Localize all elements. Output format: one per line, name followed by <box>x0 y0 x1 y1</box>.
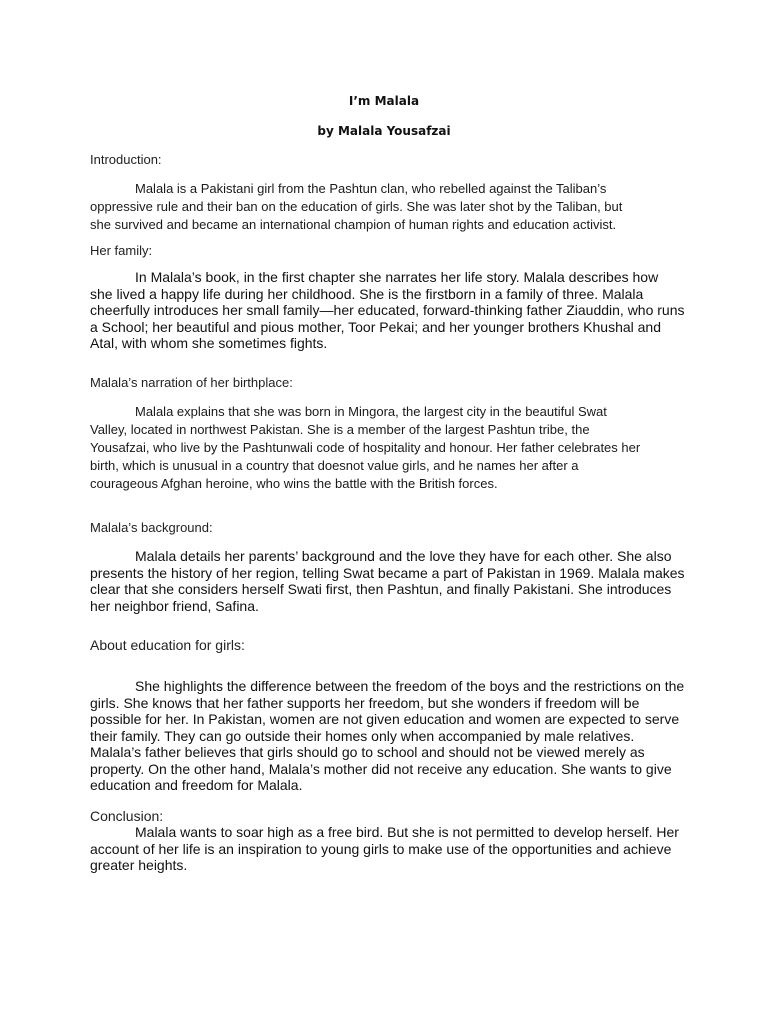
section-paragraph-introduction <box>90 180 682 234</box>
section-heading-education: About education for girls: <box>90 637 245 653</box>
section-heading-family: Her family: <box>90 243 153 258</box>
paragraph-line: greater heights. <box>90 857 188 873</box>
paragraph-line: account of her life is an inspiration to young girls to make use of the opportunities and achieve <box>90 840 672 857</box>
paragraph-line: birth, which is unusual in a country that doesnot value girls, and he names her after a <box>90 458 579 473</box>
paragraph-line: clear that she considers herself Swati first, then Pashtun, and finally Pakistani. She introduces <box>90 581 672 597</box>
paragraph-line: Malala wants to soar high as a free bird. But she is not permitted to develop herself. Her <box>135 824 679 840</box>
paragraph-line: Malala details her parents’ background and the love they have for each other. She also <box>135 548 672 564</box>
section-heading-birthplace: Malala’s narration of her birthplace: <box>90 375 293 390</box>
paragraph-line: oppressive rule and their ban on the education of girls. She was later shot by the Taliban, but <box>90 199 623 214</box>
paragraph-line: Atal, with whom she sometimes fights. <box>90 335 328 351</box>
section-paragraph-conclusion <box>90 824 690 874</box>
paragraph-line: She highlights the difference between the freedom of the boys and the restrictions on the <box>135 678 685 694</box>
paragraph-line: their family. They can go outside their homes only when accompanied by male relatives. <box>90 727 635 744</box>
document-title: I’m Malala <box>348 94 420 108</box>
paragraph-line: she lived a happy life during her childhood. She is the firstborn in a family of three. Malala <box>90 285 644 302</box>
section-heading-introduction: Introduction: <box>90 152 162 167</box>
paragraph-line: Malala explains that she was born in Mingora, the largest city in the beautiful Swat <box>135 404 607 419</box>
paragraph-line: girls. She knows that her father supports her freedom, but she wonders if freedom will be <box>90 694 640 711</box>
paragraph-line: a School; her beautiful and pious mother, Toor Pekai; and her younger brothers Khushal and <box>90 318 662 335</box>
paragraph-line: possible for her. In Pakistan, women are not given education and women are expected to serve <box>90 711 680 727</box>
paragraph-line: education and freedom for Malala. <box>90 777 303 793</box>
paragraph-line: cheerfully introduces her small family—her educated, forward-thinking father Ziauddin, who runs <box>90 302 685 318</box>
paragraph-line: she survived and became an international champion of human rights and education activist. <box>90 217 617 232</box>
section-heading-conclusion: Conclusion: <box>90 808 164 824</box>
paragraph-line: Malala is a Pakistani girl from the Pashtun clan, who rebelled against the Taliban’s <box>135 181 607 196</box>
paragraph-line: her neighbor friend, Safina. <box>90 597 259 614</box>
section-heading-background: Malala’s background: <box>90 520 213 535</box>
paragraph-line: Valley, located in northwest Pakistan. She is a member of the largest Pashtun tribe, the <box>90 422 590 437</box>
section-paragraph-family <box>90 269 690 352</box>
document-author: by Malala Yousafzai <box>317 124 451 138</box>
paragraph-line: presents the history of her region, telling Swat became a part of Pakistan in 1969. Malala makes <box>90 564 685 581</box>
paragraph-line: Yousafzai, who live by the Pashtunwali code of hospitality and honour. Her father celebrates her <box>90 440 641 455</box>
paragraph-line: In Malala’s book, in the first chapter she narrates her life story. Malala describes how <box>135 269 659 285</box>
paragraph-line: Malala’s father believes that girls should go to school and should not be viewed merely as <box>90 744 645 760</box>
paragraph-line: courageous Afghan heroine, who wins the battle with the British forces. <box>90 476 498 491</box>
section-paragraph-education <box>90 678 690 794</box>
section-paragraph-background <box>90 548 690 614</box>
paragraph-line: property. On the other hand, Malala’s mother did not receive any education. She wants to give <box>90 760 672 777</box>
section-paragraph-birthplace <box>90 403 682 493</box>
